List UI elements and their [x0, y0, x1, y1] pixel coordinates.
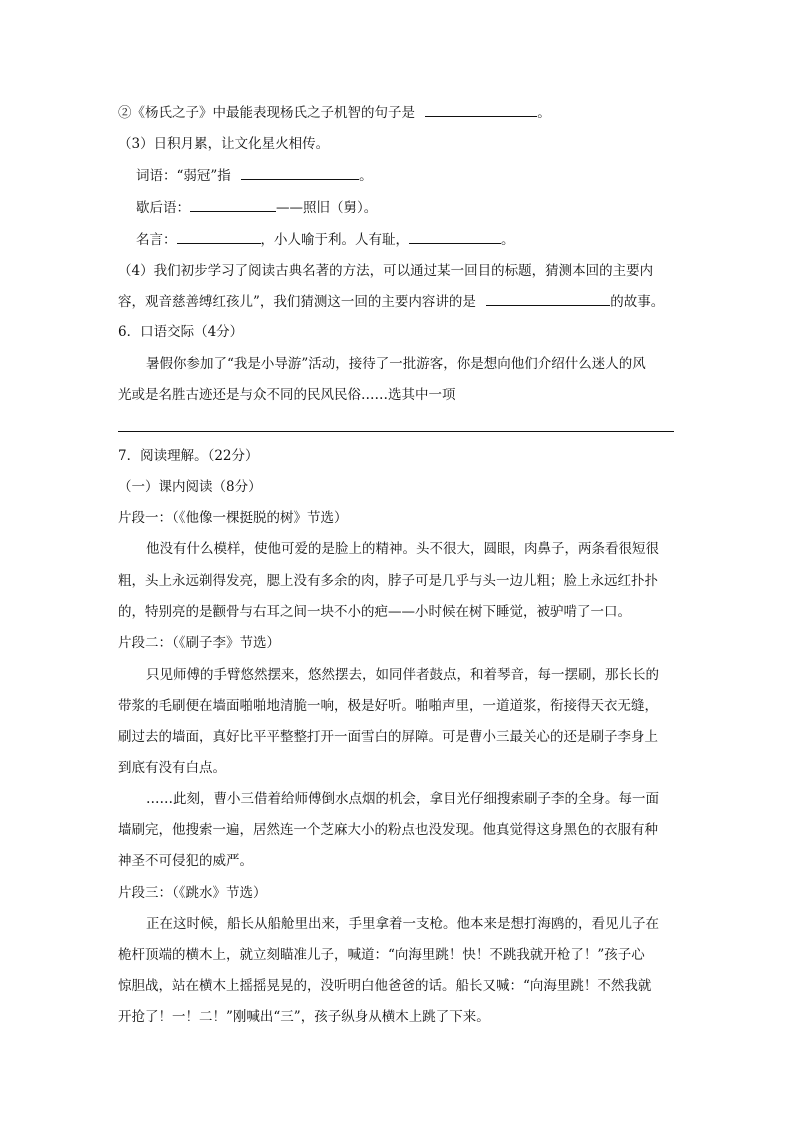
q4-text-b: 的故事。: [610, 294, 665, 310]
q7-sub1: （一）课内阅读（8分）: [118, 479, 262, 495]
frag1-line: 他没有什么模样，使他可爱的是脸上的精神。头不很大，圆眼，肉鼻子，两条看很短很: [146, 541, 659, 557]
q4-answer-blank[interactable]: [486, 291, 610, 306]
xie-label: 歇后语：: [136, 200, 190, 216]
ming-end: 。: [501, 232, 515, 248]
q6-answer-line[interactable]: [118, 431, 674, 432]
frag2-line: 刷过去的墙面，真好比平平整整打开一面雪白的屏障。可是曹小三最关心的还是刷子李身上: [118, 729, 658, 745]
q2-end: 。: [537, 105, 551, 121]
ming-label: 名言：: [136, 232, 177, 248]
frag2-line: ……此刻，曹小三借着给师傅倒水点烟的机会，拿目光仔细搜索刷子李的全身。每一面: [146, 791, 659, 807]
q3-xie-line: [136, 197, 377, 218]
q4-text-a: 容，观音慈善缚红孩儿”，我们猜测这一回的主要内容讲的是: [118, 294, 476, 310]
ming-blank-2[interactable]: [409, 229, 501, 244]
q2-answer-blank[interactable]: [425, 102, 537, 117]
ci-end: 。: [359, 168, 373, 184]
q4-line2: [118, 291, 664, 312]
q6-para-line2: 光或是名胜古迹还是与众不同的民风民俗……选其中一项: [118, 387, 456, 403]
frag2-line: 神圣不可侵犯的威严。: [118, 853, 253, 869]
frag2-title: 片段二：（《刷子李》节选）: [118, 635, 280, 651]
ci-answer-blank[interactable]: [241, 165, 359, 180]
xie-mid: ——照旧（舅）。: [276, 200, 378, 216]
frag2-line: 墙刷完，他搜索一遍，居然连一个芝麻大小的粉点也没发现。他真觉得这身黑色的衣服有种: [118, 822, 658, 838]
frag3-line: 正在这时候，船长从船舱里出来，手里拿着一支枪。他本来是想打海鸥的，看见儿子在: [146, 916, 659, 932]
frag1-line: 粗，头上永远剃得发亮，腮上没有多余的肉，脖子可是几乎与头一边儿粗；脸上永远红扑扑: [118, 573, 658, 589]
frag1-line: 的，特别亮的是颧骨与右耳之间一块不小的疤——小时候在树下睡觉，被驴啃了一口。: [118, 604, 631, 620]
frag3-title: 片段三：（《跳水》节选）: [118, 885, 267, 901]
q2-line: [118, 102, 551, 123]
frag3-line: 惊胆战，站在横木上摇摇晃晃的，没听明白他爸爸的话。船长又喊：“向海里跳！不然我就: [118, 978, 652, 994]
frag1-title: 片段一：（《他像一棵挺脱的树》节选）: [118, 510, 348, 526]
q6-para-line1: 暑假你参加了“我是小导游”活动，接待了一批游客，你是想向他们介绍什么迷人的风: [146, 356, 646, 372]
xie-answer-blank[interactable]: [190, 197, 276, 212]
q4-line1: （4）我们初步学习了阅读古典名著的方法，可以通过某一回目的标题，猜测本回的主要内: [118, 263, 654, 279]
q2-text: ②《杨氏之子》中最能表现杨氏之子机智的句子是: [118, 105, 415, 121]
q6-heading: 6．口语交际（4分）: [118, 324, 244, 340]
ming-blank-1[interactable]: [177, 229, 261, 244]
frag2-line: 带浆的毛刷便在墙面啪啪地清脆一响，极是好听。啪啪声里，一道道浆，衔接得天衣无缝，: [118, 698, 658, 714]
frag3-line: 开抢了！一！二！”刚喊出“三”，孩子纵身从横木上跳了下来。: [118, 1009, 490, 1025]
q3-heading: （3）日积月累，让文化星火相传。: [118, 136, 330, 152]
q7-heading: 7．阅读理解。（22分）: [118, 448, 259, 464]
frag2-line: 只见师傅的手臂悠然摆来，悠然摆去，如同伴者鼓点，和着琴音，每一摆刷，那长长的: [146, 667, 659, 683]
q3-ci-line: [136, 165, 373, 186]
ci-label: 词语：“弱冠”指: [136, 168, 231, 184]
q3-ming-line: [136, 229, 515, 250]
frag3-line: 桅杆顶端的横木上，就立刻瞄准儿子，喊道：“向海里跳！快！不跳我就开枪了！”孩子心: [118, 947, 645, 963]
frag2-line: 到底有没有白点。: [118, 760, 226, 776]
ming-mid: ，小人喻于利。人有耻，: [260, 232, 409, 248]
